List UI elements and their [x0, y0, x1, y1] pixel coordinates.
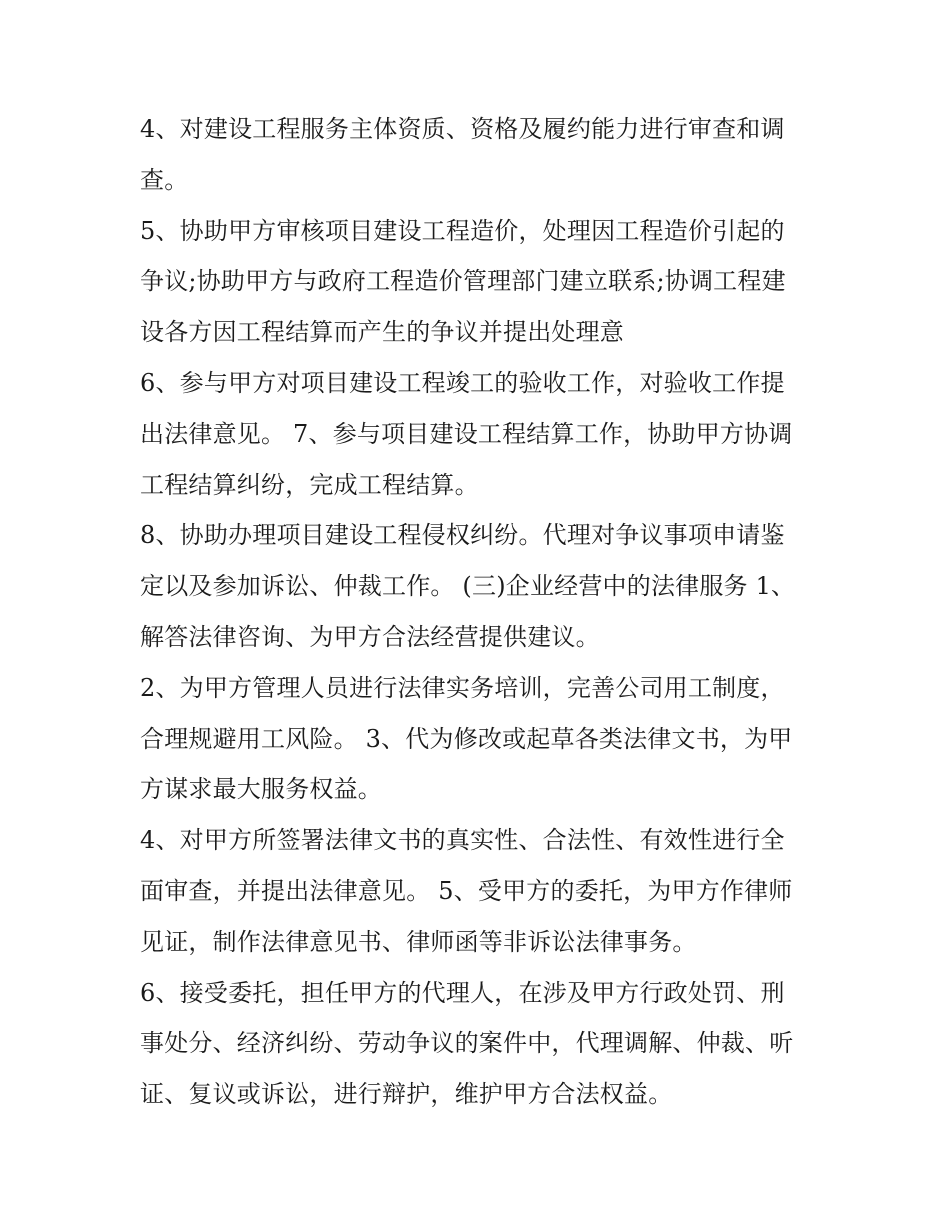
text-line: 6、接受委托，担任甲方的代理人，在涉及甲方行政处罚、刑: [140, 978, 785, 1007]
document-body: [140, 104, 830, 1120]
text-line: 工程结算纠纷，完成工程结算。: [140, 470, 479, 499]
text-line: 方谋求最大服务权益。: [140, 775, 382, 804]
text-line: 4、对甲方所签署法律文书的真实性、合法性、有效性进行全: [140, 826, 785, 855]
text-line: 争议;协助甲方与政府工程造价管理部门建立联系;协调工程建: [140, 267, 786, 296]
text-line: 设各方因工程结算而产生的争议并提出处理意: [140, 318, 624, 347]
text-line: 5、协助甲方审核项目建设工程造价，处理因工程造价引起的: [140, 216, 785, 245]
text-line: 解答法律咨询、为甲方合法经营提供建议。: [140, 622, 600, 651]
text-line: 查。: [140, 165, 189, 194]
text-line: 8、协助办理项目建设工程侵权纠纷。代理对争议事项申请鉴: [140, 521, 785, 550]
text-line: 事处分、经济纠纷、劳动争议的案件中，代理调解、仲裁、听: [140, 1029, 794, 1058]
text-line: 面审查，并提出法律意见。 5、受甲方的委托，为甲方作律师: [140, 876, 793, 905]
text-line: 证、复议或诉讼，进行辩护，维护甲方合法权益。: [140, 1080, 673, 1109]
text-line: 4、对建设工程服务主体资质、资格及履约能力进行审查和调: [140, 115, 785, 143]
text-line: 2、为甲方管理人员进行法律实务培训，完善公司用工制度，: [140, 673, 785, 702]
text-line: 定以及参加诉讼、仲裁工作。 (三)企业经营中的法律服务 1、: [140, 572, 796, 601]
text-line: 见证，制作法律意见书、律师函等非诉讼法律事务。: [140, 927, 697, 956]
text-line: 合理规避用工风险。 3、代为修改或起草各类法律文书，为甲: [140, 724, 793, 753]
text-line: 6、参与甲方对项目建设工程竣工的验收工作，对验收工作提: [140, 368, 785, 397]
text-line: 出法律意见。 7、参与项目建设工程结算工作，协助甲方协调: [140, 419, 793, 448]
